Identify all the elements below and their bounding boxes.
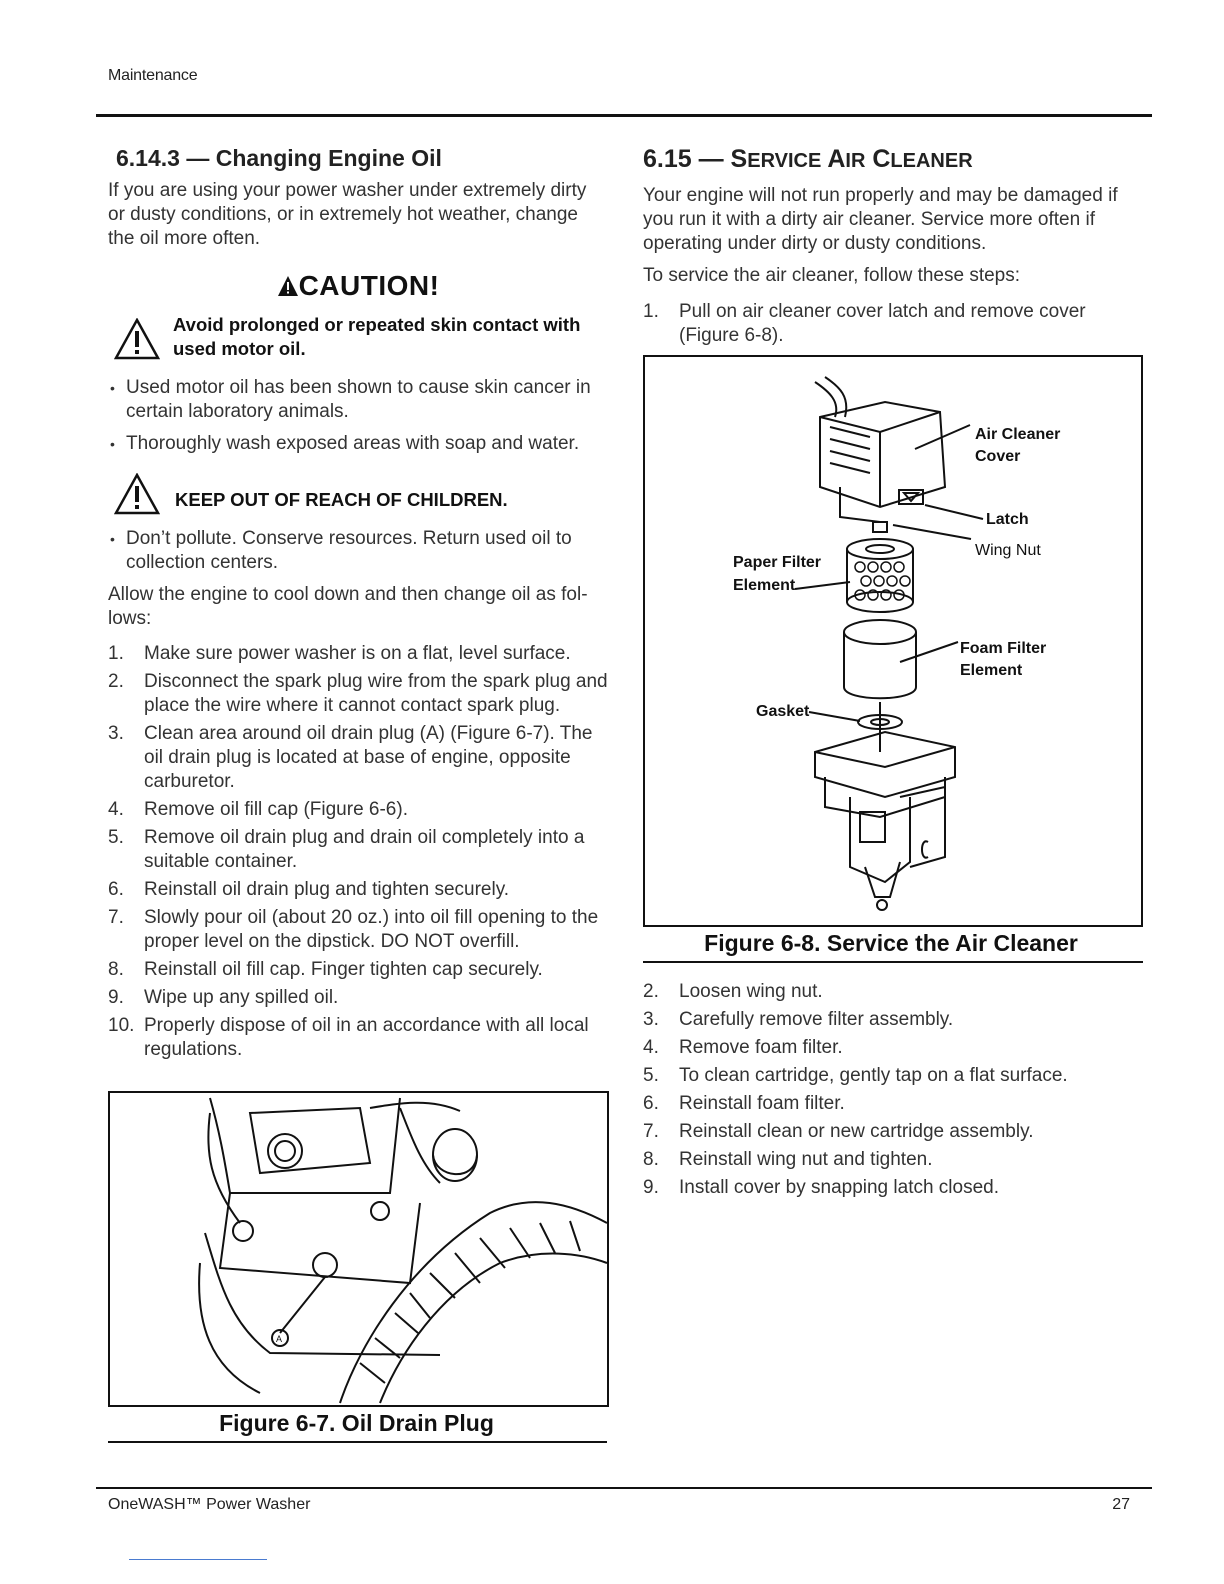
section-title-air-cleaner: 6.15 — SERVICE AIR CLEANER	[643, 145, 973, 173]
air-cleaner-steps	[643, 980, 1143, 1204]
step-item: 4. Remove oil fill cap (Figure 6-6).	[108, 799, 408, 820]
step-item: 4. Remove foam filter.	[643, 1037, 843, 1058]
air-cleaner-step-1	[643, 300, 1113, 352]
header-rule	[96, 114, 1152, 117]
step-item: 5. To clean cartridge, gently tap on a flat surface.	[643, 1065, 1068, 1086]
page-number: 27	[1112, 1496, 1130, 1513]
bullet-list-1	[108, 376, 608, 456]
label-latch: Latch	[986, 511, 1029, 528]
bottom-link-rule	[129, 1559, 267, 1560]
list-item: • Used motor oil has been shown to cause skin cancer in certain laboratory animals.	[108, 376, 608, 424]
caution-triangle-icon	[277, 272, 299, 304]
bullet-list-2	[108, 527, 608, 575]
caution-label: CAUTION!	[298, 270, 440, 301]
warning-icon	[114, 318, 160, 365]
warning-children: KEEP OUT OF REACH OF CHILDREN.	[175, 489, 508, 510]
air-cleaner-intro: Your engine will not run properly and may be damaged if you run it with a dirty air cleaner. Service more often if operating under dirty or dusty conditions.	[643, 185, 1118, 254]
section-title-engine-oil: 6.14.3 — Changing Engine Oil	[116, 145, 442, 171]
engine-oil-intro: If you are using your power washer under extremely dirty or dusty conditions, or in extremely hot weather, change the oil more often.	[108, 180, 587, 249]
footer-rule	[96, 1487, 1152, 1489]
label-foam-filter: Foam Filter	[960, 640, 1047, 657]
step-item: 2. Disconnect the spark plug wire from the spark plug and place the wire where it cannot contact spark plug.	[108, 671, 608, 716]
list-item: • Thoroughly wash exposed areas with soap and water.	[108, 432, 608, 456]
caption-rule-right	[643, 961, 1143, 963]
step-item: 7. Reinstall clean or new cartridge assembly.	[643, 1121, 1034, 1142]
step-item: 7. Slowly pour oil (about 20 oz.) into oil fill opening to the proper level on the dipstick. DO NOT overfill.	[108, 907, 599, 952]
step-item: 5. Remove oil drain plug and drain oil completely into a suitable container.	[108, 827, 585, 872]
caution-heading	[108, 270, 608, 304]
warning-icon	[114, 473, 160, 520]
list-item: • Don’t pollute. Conserve resources. Return used oil to collection centers.	[108, 527, 608, 575]
step-item: 1. Make sure power washer is on a flat, level surface.	[108, 643, 571, 664]
step-item: 1. Pull on air cleaner cover latch and remove cover (Figure 6-8).	[643, 301, 1086, 346]
label-foam-element: Element	[960, 662, 1023, 679]
step-item: 9. Install cover by snapping latch closed.	[643, 1177, 1000, 1198]
oil-drain-illustration	[110, 1093, 607, 1405]
label-paper-filter: Paper Filter	[733, 554, 822, 571]
caption-rule-left	[108, 1441, 607, 1443]
label-air-cleaner: Air Cleaner	[975, 426, 1061, 443]
step-item: 6. Reinstall oil drain plug and tighten securely.	[108, 879, 510, 900]
step-item: 10. Properly dispose of oil in an accordance with all local regulations.	[108, 1015, 589, 1060]
footer-product-name: OneWASH™ Power Washer	[108, 1496, 311, 1513]
step-item: 3. Clean area around oil drain plug (A) (Figure 6-7). The oil drain plug is located at base of engine, opposite carburetor.	[108, 723, 593, 792]
running-head: Maintenance	[108, 67, 198, 84]
figure-oil-drain-plug	[108, 1091, 609, 1407]
step-item: 2. Loosen wing nut.	[643, 981, 823, 1002]
label-gasket: Gasket	[756, 703, 810, 720]
label-wing-nut: Wing Nut	[975, 542, 1041, 559]
figure-6-8-caption: Figure 6-8. Service the Air Cleaner	[704, 930, 1078, 956]
label-cover: Cover	[975, 448, 1021, 465]
air-cleaner-illustration	[645, 357, 1141, 925]
step-item: 8. Reinstall wing nut and tighten.	[643, 1149, 933, 1170]
step-item: 3. Carefully remove filter assembly.	[643, 1009, 954, 1030]
figure-6-7-caption: Figure 6-7. Oil Drain Plug	[219, 1410, 494, 1436]
allow-engine-cool: Allow the engine to cool down and then change oil as fol-lows:	[108, 584, 588, 629]
label-element: Element	[733, 577, 796, 594]
step-item: 6. Reinstall foam filter.	[643, 1093, 845, 1114]
drain-plug-label: A	[276, 1334, 283, 1344]
figure-air-cleaner	[643, 355, 1143, 927]
warning-skin-contact: Avoid prolonged or repeated skin contact with used motor oil.	[173, 314, 581, 359]
air-cleaner-lead: To service the air cleaner, follow these steps:	[643, 265, 1021, 286]
step-item: 9. Wipe up any spilled oil.	[108, 987, 339, 1008]
step-item: 8. Reinstall oil fill cap. Finger tighten cap securely.	[108, 959, 543, 980]
oil-steps	[108, 642, 608, 1066]
